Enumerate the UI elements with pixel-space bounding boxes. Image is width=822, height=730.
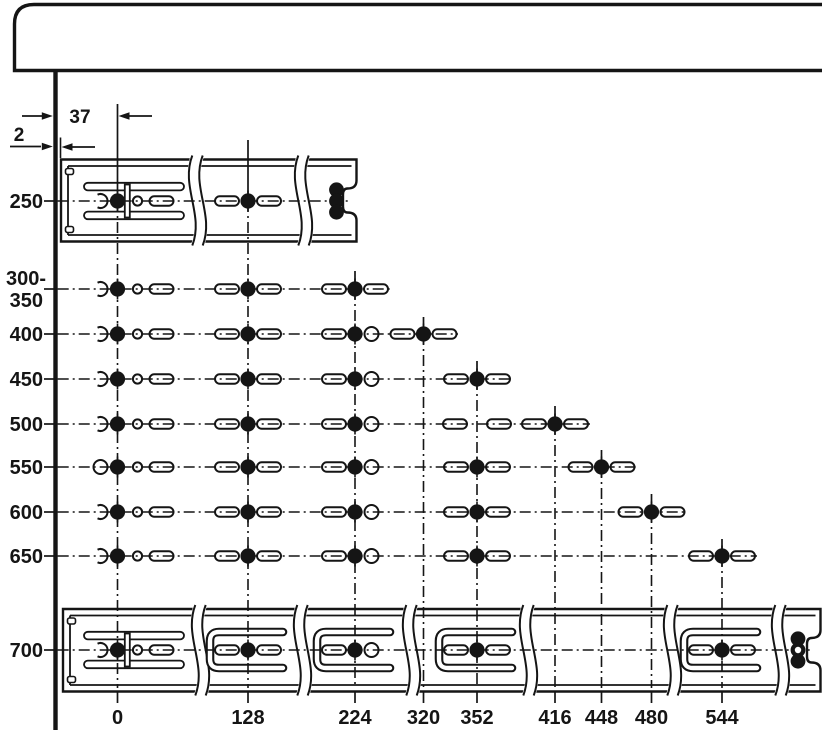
- fixing-dot: [240, 504, 255, 519]
- fixing-dot: [347, 642, 362, 657]
- dimension-37-label: 37: [69, 107, 91, 128]
- row-label-250: 250: [9, 191, 43, 213]
- fixing-dot: [240, 326, 255, 341]
- fixing-dot: [240, 371, 255, 386]
- fixing-dot: [594, 459, 609, 474]
- fixing-dot: [110, 642, 125, 657]
- fixing-dot: [240, 642, 255, 657]
- fixing-dot: [469, 642, 484, 657]
- fixing-dot: [110, 416, 125, 431]
- row-label-300-350-bottom: 350: [9, 290, 43, 312]
- row-label-700: 700: [9, 640, 43, 662]
- fixing-dot: [240, 548, 255, 563]
- row-label-400: 400: [9, 324, 43, 346]
- fixing-dot: [644, 504, 659, 519]
- row-label-450: 450: [9, 369, 43, 391]
- column-label-416: 416: [538, 707, 572, 729]
- fixing-dot: [469, 548, 484, 563]
- fixing-dot: [110, 281, 125, 296]
- fixing-dot: [110, 504, 125, 519]
- row-label-550: 550: [9, 457, 43, 479]
- fixing-dot: [714, 548, 729, 563]
- fixing-dot: [347, 371, 362, 386]
- row-label-600: 600: [9, 502, 43, 524]
- fixing-dot: [110, 459, 125, 474]
- slide-250-end-dots: [329, 182, 344, 219]
- column-label-448: 448: [584, 707, 619, 729]
- fixing-dot: [110, 548, 125, 563]
- column-label-320: 320: [406, 707, 441, 729]
- cabinet-side-panel: [53, 71, 57, 730]
- dimension-2: [10, 125, 95, 158]
- fixing-dot: [240, 193, 255, 208]
- cabinet-front-panel: [15, 5, 822, 71]
- fixing-dot: [240, 416, 255, 431]
- row-label-300-350-top: 300-: [5, 268, 46, 290]
- dimension-2-label: 2: [13, 125, 25, 146]
- fixing-dot: [347, 326, 362, 341]
- fixing-dot: [110, 326, 125, 341]
- column-label-224: 224: [338, 707, 372, 729]
- fixing-dot: [547, 416, 562, 431]
- slide-700-end-dots: [791, 631, 806, 668]
- dimension-37: [22, 107, 152, 128]
- fixing-dot: [714, 642, 729, 657]
- fixing-dot: [347, 548, 362, 563]
- fixing-dot: [469, 459, 484, 474]
- fixing-dot: [347, 416, 362, 431]
- column-label-0: 0: [111, 707, 124, 729]
- column-label-128: 128: [231, 707, 265, 729]
- fixing-dot: [240, 281, 255, 296]
- fixing-dot: [240, 459, 255, 474]
- column-labels: [112, 707, 740, 729]
- column-label-544: 544: [705, 707, 739, 729]
- fixing-dot: [110, 371, 125, 386]
- fixing-dot: [416, 326, 431, 341]
- fixing-dot: [347, 459, 362, 474]
- row-label-500: 500: [9, 414, 43, 436]
- fixing-dot: [110, 193, 125, 208]
- fixing-dot: [469, 371, 484, 386]
- fixing-dot: [347, 281, 362, 296]
- fixing-dot: [469, 504, 484, 519]
- column-label-352: 352: [460, 707, 494, 729]
- row-labels: [6, 191, 46, 662]
- column-label-480: 480: [634, 707, 669, 729]
- fixing-dot: [347, 504, 362, 519]
- row-label-650: 650: [9, 546, 43, 568]
